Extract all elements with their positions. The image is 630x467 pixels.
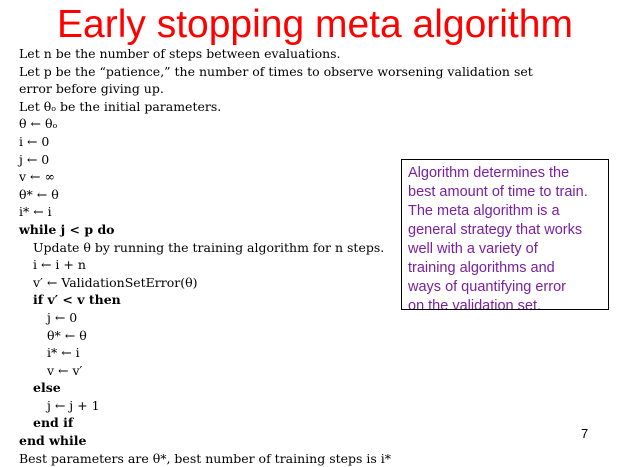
algorithm-line: j ← 0 (19, 151, 50, 167)
algorithm-line-end-if: end if (33, 415, 74, 431)
explanation-line: best amount of time to train. (408, 184, 588, 200)
algorithm-line: i ← i + n (33, 257, 86, 273)
explanation-line: Algorithm determines the (408, 165, 570, 181)
algorithm-line-if: if v′ < v then (33, 292, 121, 308)
algorithm-line-else: else (33, 380, 61, 396)
algorithm-line: Update θ by running the training algorithm for n steps. (33, 239, 385, 255)
algorithm-line: θ ← θₒ (19, 116, 58, 132)
algorithm-line: i* ← i (47, 345, 80, 361)
explanation-line: ways of quantifying error (408, 279, 566, 295)
explanation-line: well with a variety of (408, 241, 538, 257)
algorithm-line: Let n be the number of steps between evaluations. (19, 46, 341, 61)
explanation-line: on the validation set. (408, 298, 542, 310)
explanation-line: training algorithms and (408, 260, 555, 276)
algorithm-line: v ← ∞ (19, 169, 55, 185)
explanation-line: general strategy that works (408, 222, 583, 238)
explanation-box (401, 159, 609, 310)
explanation-line: The meta algorithm is a (408, 203, 560, 219)
algorithm-line: i ← 0 (19, 133, 50, 149)
algorithm-line: i* ← i (19, 204, 52, 220)
algorithm-line: error before giving up. (19, 81, 164, 97)
algorithm-line-while: while j < p do (19, 221, 115, 237)
algorithm-line: θ* ← θ (19, 186, 59, 202)
algorithm-line: v ← v′ (47, 362, 83, 378)
algorithm-line: Let p be the “patience,” the number of times to observe worsening validation set (19, 63, 533, 79)
slide-title: Early stopping meta algorithm (57, 3, 573, 46)
algorithm-line: j ← 0 (47, 309, 78, 325)
page-number: 7 (581, 426, 589, 441)
algorithm-line: θ* ← θ (47, 327, 87, 343)
algorithm-line: Let θₒ be the initial parameters. (19, 98, 222, 114)
algorithm-line: v′ ← ValidationSetError(θ) (33, 274, 198, 290)
algorithm-line: j ← j + 1 (47, 397, 100, 413)
algorithm-line-result: Best parameters are θ*, best number of training steps is i* (19, 450, 392, 466)
algorithm-line-end-while: end while (19, 433, 87, 449)
